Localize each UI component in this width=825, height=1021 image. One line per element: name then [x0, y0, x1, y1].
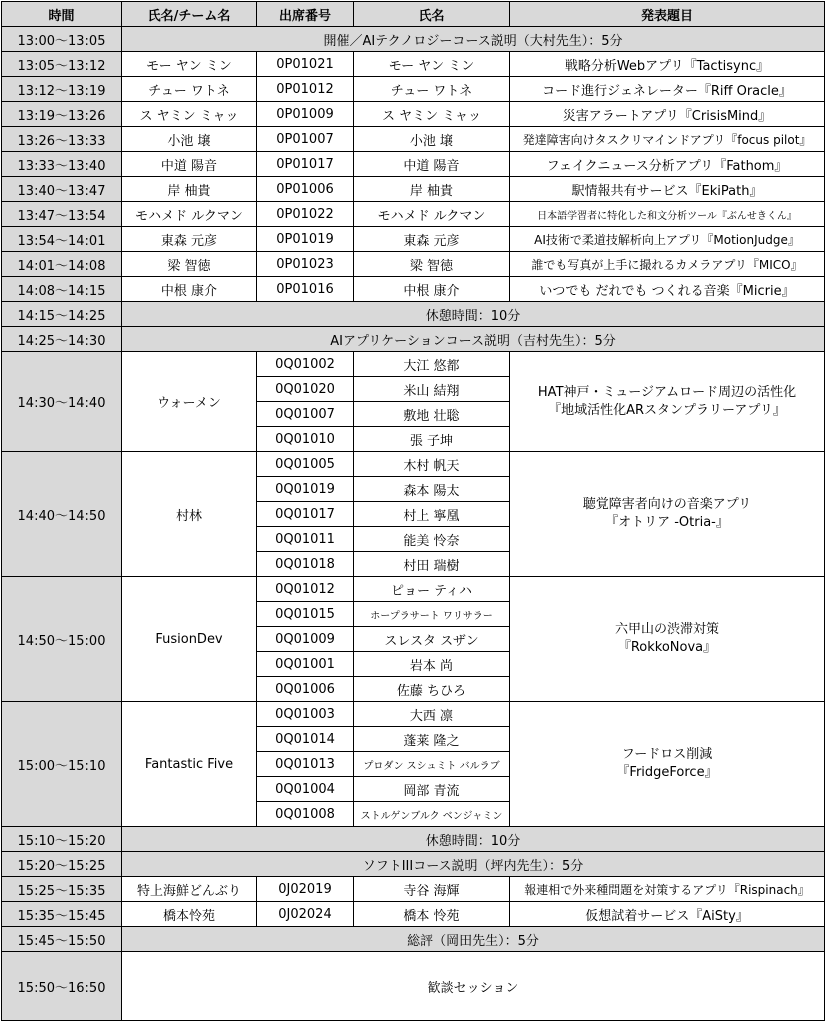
- section3-intro-row: [2, 852, 825, 877]
- name-cell: スレスタ スザン: [354, 627, 510, 652]
- section-intro-label: AIアプリケーションコース説明（吉村先生）：5分: [122, 327, 825, 352]
- table-row: [2, 227, 825, 252]
- title-cell: 仮想試着サービス『AiSty』: [510, 902, 825, 927]
- id-cell: 0P01012: [257, 77, 354, 102]
- title-line: 『FridgeForce』: [616, 765, 718, 780]
- table-row: [2, 702, 825, 727]
- title-cell: 発達障害向けタスクリマインドアプリ『focus pilot』: [510, 127, 825, 152]
- table-row: [2, 152, 825, 177]
- name-cell: 岩本 尚: [354, 652, 510, 677]
- section-intro-label: 開催／AIテクノロジーコース説明（大村先生）：5分: [122, 27, 825, 52]
- id-cell: 0Q01005: [257, 452, 354, 477]
- title-cell: [510, 702, 825, 827]
- schedule-table: [1, 1, 825, 1021]
- id-cell: 0Q01020: [257, 377, 354, 402]
- name-cell: 岸 柚貴: [354, 177, 510, 202]
- id-cell: 0P01023: [257, 252, 354, 277]
- title-line: 『RokkoNova』: [617, 640, 717, 655]
- time-cell: 13:19〜13:26: [2, 102, 122, 127]
- time-cell: 14:40〜14:50: [2, 452, 122, 577]
- title-cell: [510, 352, 825, 452]
- title-cell: コード進行ジェネレーター『Riff Oracle』: [510, 77, 825, 102]
- team-cell: 東森 元彦: [122, 227, 257, 252]
- table-row: [2, 102, 825, 127]
- time-cell: 15:45〜15:50: [2, 927, 122, 952]
- id-cell: 0Q01003: [257, 702, 354, 727]
- break-row: [2, 827, 825, 852]
- break-row: [2, 302, 825, 327]
- name-cell: 橋本 怜苑: [354, 902, 510, 927]
- table-row: [2, 452, 825, 477]
- title-cell: 日本語学習者に特化した和文分析ツール『ぶんせきくん』: [510, 202, 825, 227]
- team-cell: 中道 陽音: [122, 152, 257, 177]
- name-cell: 村田 瑞樹: [354, 552, 510, 577]
- name-cell: プロダン スシュミト バルラブ: [354, 752, 510, 777]
- table-row: [2, 902, 825, 927]
- title-cell: 戦略分析Webアプリ『Tactisync』: [510, 52, 825, 77]
- id-cell: 0Q01017: [257, 502, 354, 527]
- time-cell: 13:33〜13:40: [2, 152, 122, 177]
- title-cell: 報連相で外来種問題を対策するアプリ『Rispinach』: [510, 877, 825, 902]
- break-label: 休憩時間：10分: [122, 302, 825, 327]
- time-cell: 14:15〜14:25: [2, 302, 122, 327]
- name-cell: 佐藤 ちひろ: [354, 677, 510, 702]
- table-row: [2, 127, 825, 152]
- name-cell: 蓬莱 隆之: [354, 727, 510, 752]
- table-row: [2, 177, 825, 202]
- title-cell: [510, 452, 825, 577]
- title-cell: 災害アラートアプリ『CrisisMind』: [510, 102, 825, 127]
- name-cell: 中根 康介: [354, 277, 510, 302]
- time-cell: 14:30〜14:40: [2, 352, 122, 452]
- name-cell: 村上 寧凰: [354, 502, 510, 527]
- name-cell: 米山 結翔: [354, 377, 510, 402]
- table-row: [2, 202, 825, 227]
- name-cell: ス ヤミン ミャッ: [354, 102, 510, 127]
- name-cell: 中道 陽音: [354, 152, 510, 177]
- name-cell: 大西 凛: [354, 702, 510, 727]
- header-team: 氏名/チーム名: [122, 2, 257, 27]
- team-cell: 特上海鮮どんぶり: [122, 877, 257, 902]
- title-cell: フェイクニュース分析アプリ『Fathom』: [510, 152, 825, 177]
- title-cell: [510, 577, 825, 702]
- time-cell: 13:47〜13:54: [2, 202, 122, 227]
- time-cell: 14:01〜14:08: [2, 252, 122, 277]
- id-cell: 0Q01015: [257, 602, 354, 627]
- table-row: [2, 277, 825, 302]
- title-cell: AI技術で柔道技解析向上アプリ『MotionJudge』: [510, 227, 825, 252]
- name-cell: 敷地 壮聡: [354, 402, 510, 427]
- id-cell: 0P01009: [257, 102, 354, 127]
- time-cell: 15:25〜15:35: [2, 877, 122, 902]
- review-label: 総評（岡田先生）：5分: [122, 927, 825, 952]
- section2-intro-row: [2, 327, 825, 352]
- team-cell: Fantastic Five: [122, 702, 257, 827]
- table-row: [2, 52, 825, 77]
- id-cell: 0J02024: [257, 902, 354, 927]
- id-cell: 0Q01001: [257, 652, 354, 677]
- id-cell: 0Q01011: [257, 527, 354, 552]
- time-cell: 14:50〜15:00: [2, 577, 122, 702]
- id-cell: 0Q01006: [257, 677, 354, 702]
- table-row: [2, 352, 825, 377]
- name-cell: モー ヤン ミン: [354, 52, 510, 77]
- team-cell: 村林: [122, 452, 257, 577]
- table-row: [2, 252, 825, 277]
- time-cell: 15:10〜15:20: [2, 827, 122, 852]
- time-cell: 15:35〜15:45: [2, 902, 122, 927]
- title-line: 『地域活性化ARスタンプラリーアプリ』: [548, 402, 786, 418]
- time-cell: 15:50〜16:50: [2, 952, 122, 1021]
- team-cell: 岸 柚貴: [122, 177, 257, 202]
- title-cell: 誰でも写真が上手に撮れるカメラアプリ『MICO』: [510, 252, 825, 277]
- id-cell: 0Q01018: [257, 552, 354, 577]
- name-cell: 梁 智徳: [354, 252, 510, 277]
- id-cell: 0Q01002: [257, 352, 354, 377]
- lounge-row: [2, 952, 825, 1021]
- time-cell: 13:26〜13:33: [2, 127, 122, 152]
- time-cell: 13:40〜13:47: [2, 177, 122, 202]
- header-name: 氏名: [354, 2, 510, 27]
- time-cell: 13:05〜13:12: [2, 52, 122, 77]
- title-line: フードロス削減: [621, 747, 713, 762]
- review-row: [2, 927, 825, 952]
- name-cell: ホープラサート ワリサラー: [354, 602, 510, 627]
- id-cell: 0P01022: [257, 202, 354, 227]
- name-cell: 東森 元彦: [354, 227, 510, 252]
- id-cell: 0Q01008: [257, 802, 354, 827]
- id-cell: 0J02019: [257, 877, 354, 902]
- title-line: 『オトリア -Otria-』: [605, 515, 729, 530]
- lounge-label: 歓談セッション: [122, 952, 825, 1021]
- time-cell: 13:54〜14:01: [2, 227, 122, 252]
- time-cell: 14:08〜14:15: [2, 277, 122, 302]
- name-cell: 森本 陽太: [354, 477, 510, 502]
- header-time: 時間: [2, 2, 122, 27]
- team-cell: モー ヤン ミン: [122, 52, 257, 77]
- id-cell: 0Q01019: [257, 477, 354, 502]
- title-cell: 駅情報共有サービス『EkiPath』: [510, 177, 825, 202]
- id-cell: 0Q01007: [257, 402, 354, 427]
- team-cell: FusionDev: [122, 577, 257, 702]
- name-cell: 張 子坤: [354, 427, 510, 452]
- id-cell: 0P01017: [257, 152, 354, 177]
- team-cell: 中根 康介: [122, 277, 257, 302]
- title-cell: いつでも だれでも つくれる音楽『Micrie』: [510, 277, 825, 302]
- title-line: 六甲山の渋滞対策: [614, 622, 719, 637]
- time-cell: 15:20〜15:25: [2, 852, 122, 877]
- id-cell: 0P01019: [257, 227, 354, 252]
- name-cell: 能美 怜奈: [354, 527, 510, 552]
- id-cell: 0P01006: [257, 177, 354, 202]
- name-cell: 小池 壌: [354, 127, 510, 152]
- table-row: [2, 877, 825, 902]
- team-cell: 梁 智徳: [122, 252, 257, 277]
- header-row: [2, 2, 825, 27]
- header-title: 発表題目: [510, 2, 825, 27]
- id-cell: 0P01016: [257, 277, 354, 302]
- section1-intro-row: [2, 27, 825, 52]
- id-cell: 0Q01013: [257, 752, 354, 777]
- team-cell: ウォーメン: [122, 352, 257, 452]
- team-cell: モハメド ルクマン: [122, 202, 257, 227]
- team-cell: 橋本怜苑: [122, 902, 257, 927]
- time-cell: 14:25〜14:30: [2, 327, 122, 352]
- name-cell: ストルゲンブルク ベンジャミン: [354, 802, 510, 827]
- name-cell: 大江 悠都: [354, 352, 510, 377]
- title-line: 聴覚障害者向けの音楽アプリ: [582, 497, 752, 512]
- name-cell: モハメド ルクマン: [354, 202, 510, 227]
- id-cell: 0Q01010: [257, 427, 354, 452]
- id-cell: 0P01007: [257, 127, 354, 152]
- table-row: [2, 577, 825, 602]
- id-cell: 0P01021: [257, 52, 354, 77]
- id-cell: 0Q01009: [257, 627, 354, 652]
- id-cell: 0Q01004: [257, 777, 354, 802]
- section-intro-label: ソフトIIIコース説明（坪内先生）：5分: [122, 852, 825, 877]
- name-cell: 寺谷 海輝: [354, 877, 510, 902]
- break-label: 休憩時間：10分: [122, 827, 825, 852]
- name-cell: 木村 帆天: [354, 452, 510, 477]
- team-cell: ス ヤミン ミャッ: [122, 102, 257, 127]
- id-cell: 0Q01014: [257, 727, 354, 752]
- name-cell: チュー ワトネ: [354, 77, 510, 102]
- header-id: 出席番号: [257, 2, 354, 27]
- time-cell: 13:00〜13:05: [2, 27, 122, 52]
- time-cell: 13:12〜13:19: [2, 77, 122, 102]
- table-row: [2, 77, 825, 102]
- id-cell: 0Q01012: [257, 577, 354, 602]
- title-line: HAT神戸・ミュージアムロード周辺の活性化: [537, 384, 797, 400]
- name-cell: ピョー ティハ: [354, 577, 510, 602]
- team-cell: チュー ワトネ: [122, 77, 257, 102]
- name-cell: 岡部 青流: [354, 777, 510, 802]
- team-cell: 小池 壌: [122, 127, 257, 152]
- time-cell: 15:00〜15:10: [2, 702, 122, 827]
